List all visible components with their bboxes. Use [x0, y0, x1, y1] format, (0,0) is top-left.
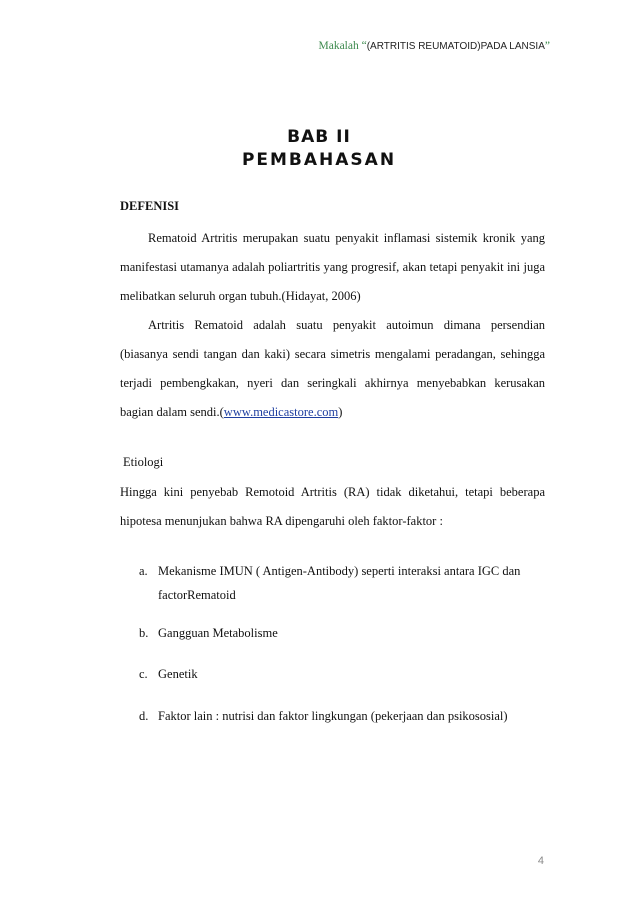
chapter-number: BAB II: [287, 127, 351, 147]
header-title: (ARTRITIS REUMATOID)PADA LANSIA: [366, 41, 545, 52]
medicastore-link[interactable]: www.medicastore.com: [223, 405, 339, 419]
definition-heading: DEFENISI: [120, 199, 180, 213]
factor-marker: d.: [139, 709, 149, 723]
factor-marker: b.: [139, 626, 149, 640]
running-header: [318, 40, 550, 52]
page-number: 4: [537, 855, 544, 867]
header-prefix: Makalah “: [318, 40, 367, 52]
definition-paragraph-2-text: Artritis Rematoid adalah suatu penyakit autoimun dimana persendian (biasanya sendi tangan dan kaki) secara simetris mengalami peradangan, sehingga terjadi pembengkakan, nyeri dan seringkali akhirnya menyebabkan kerusakan bagian dalam sendi.(: [120, 318, 545, 419]
factor-text: Mekanisme IMUN ( Antigen-Antibody) seperti interaksi antara IGC dan factorRematoid: [158, 564, 521, 602]
factor-item: [139, 559, 539, 607]
header-suffix: ”: [544, 40, 550, 52]
definition-paragraph-2-close: ): [338, 405, 343, 419]
factor-item: [139, 704, 539, 728]
definition-paragraph-2: [120, 311, 545, 427]
factor-text: Gangguan Metabolisme: [158, 626, 278, 640]
chapter-title: PEMBAHASAN: [241, 150, 397, 170]
factor-text: Genetik: [158, 667, 198, 681]
factor-text: Faktor lain : nutrisi dan faktor lingkungan (pekerjaan dan psikososial): [158, 709, 508, 723]
etiology-intro: Hingga kini penyebab Remotoid Artritis (RA) tidak diketahui, tetapi beberapa hipotesa menunjukan bahwa RA dipengaruhi oleh faktor-faktor :: [120, 485, 545, 528]
definition-paragraph-1: Rematoid Artritis merupakan suatu penyakit inflamasi sistemik kronik yang manifestasi utamanya adalah poliartritis yang progresif, akan tetapi penyakit ini juga melibatkan seluruh organ tubuh.(Hidayat, 2006): [120, 231, 545, 303]
factor-item: [139, 621, 539, 645]
etiology-heading: Etiologi: [123, 455, 164, 469]
factor-marker: c.: [139, 667, 148, 681]
factor-marker: a.: [139, 564, 148, 578]
factor-item: [139, 662, 539, 686]
